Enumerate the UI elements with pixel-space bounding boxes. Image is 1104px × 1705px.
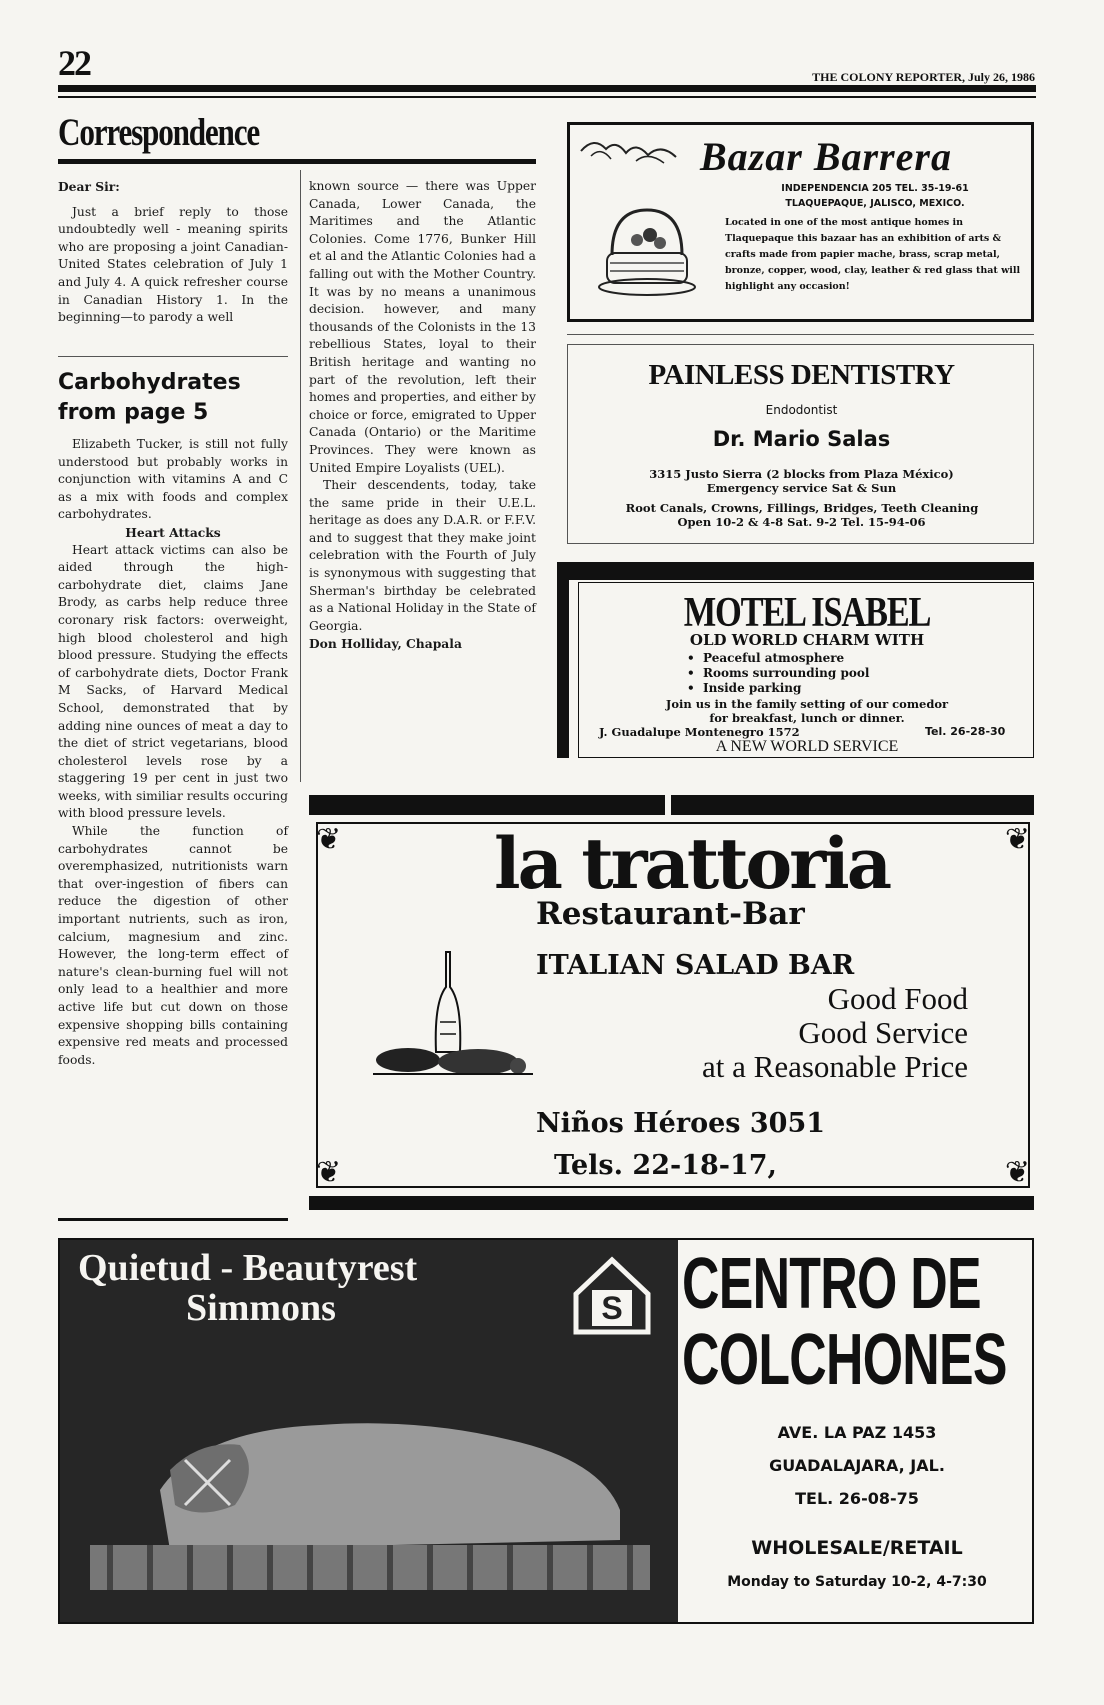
header-rule-thin [58,96,1036,98]
motel-feature: • Inside parking [687,681,802,695]
centro-tel: TEL. 26-08-75 [795,1489,919,1508]
bottle-food-illustration [368,942,538,1092]
trattoria-top-band [309,795,1034,815]
section-title: Correspondence [58,111,260,154]
ad-divider [567,334,1034,335]
carbs-subhead: Heart Attacks [125,524,221,540]
letter-signature: Don Holliday, Chapala [309,636,462,652]
motel-top-shade [557,562,1034,580]
carbs-article [58,436,288,1069]
letter-salutation: Dear Sir: [58,179,120,194]
trattoria-line-3: at a Reasonable Price [702,1049,968,1084]
motel-side-shade [557,562,569,758]
dentistry-doctor: Dr. Mario Salas [712,427,891,451]
dentistry-address: 3315 Justo Sierra (2 blocks from Plaza México) [649,467,954,481]
trattoria-line-1: Good Food [827,981,968,1016]
carbs-paragraph-2: Heart attack victims can also be aided through the high-carbohydrate diet, claims Jane Brody, as carbs help reduce three coronary risk factors: overweight, high blood cholesterol and high blood pressure. Studying the effects of carbohydrate diets, Doctor Frank M Sacks, of Harvard Medical School, demonstrated that by adding nine ounces of meat a day to the diet of strict vegetarians, blood cholesterol levels rose by a staggering 19 per cent in just two weeks, with similiar results occuring with blood pressure levels. [58,542,288,821]
trattoria-address: Niños Héroes 3051 [536,1108,826,1139]
corner-flourish-icon: ❦ [316,1155,342,1190]
bazar-address: INDEPENDENCIA 205 TEL. 35-19-61 [781,183,969,194]
column-divider [58,356,288,357]
motel-invite-2: for breakfast, lunch or dinner. [709,711,905,725]
publication-line: THE COLONY REPORTER, July 26, 1986 [812,70,1035,84]
motel-feature: • Peaceful atmosphere [687,651,845,665]
motel-name: MOTEL ISABEL [683,590,931,636]
simmons-logo-icon [572,1256,652,1336]
trattoria-line-2: Good Service [798,1015,968,1050]
letter-paragraph: Just a brief reply to those undoubtedly well - meaning spirits who are proposing a joint Canadian-United States celebration of July 1 and July 4. A quick refresher course in Canadian History 1. In the beginning—to parody a well [58,204,288,325]
ad-centro-de-colchones [58,1238,1034,1624]
corner-flourish-icon: ❦ [316,822,342,857]
corner-flourish-icon: ❦ [1004,822,1030,857]
letter-col-1 [58,178,288,327]
dentistry-title: PAINLESS DENTISTRY [648,359,955,391]
ad-painless-dentistry [567,344,1034,544]
trattoria-name: la trattoria [494,822,890,905]
ad-bazar-barrera [567,122,1034,322]
column-rule [300,170,301,782]
motel-tagline: OLD WORLD CHARM WITH [689,631,925,649]
trattoria-type: Restaurant-Bar [536,896,805,932]
letter-paragraph-3: Their descendents, today, take the same pride in their U.E.L. heritage as does any D.A.R. or F.F.V. and to suggest that they make joint celebration with the Fourth of July is synonymous with suggesting that Sherman's birthday be celebrated as a National Holiday in the State of Georgia. [309,478,536,633]
carbs-paragraph-1: Elizabeth Tucker, is still not fully understood but probably works in conjunction with vitamins A and C as a mix with foods and complex carbohydrates. [58,437,288,522]
motel-feature: • Rooms surrounding pool [687,666,870,680]
column-end-rule [58,1218,288,1221]
feature-text: Peaceful atmosphere [703,651,845,665]
motel-slogan: A NEW WORLD SERVICE [715,738,899,755]
brand-quietud-beautyrest: Quietud - Beautyrest [78,1247,418,1289]
dentistry-hours: Open 10-2 & 4-8 Sat. 9-2 Tel. 15-94-06 [677,515,926,529]
centro-type: WHOLESALE/RETAIL [751,1537,963,1559]
letter-col-2 [309,178,536,653]
motel-address: J. Guadalupe Montenegro 1572 [599,725,800,739]
doves-illustration [576,131,686,171]
trattoria-feature: ITALIAN SALAD BAR [536,950,855,981]
ad-la-trattoria [316,822,1030,1188]
bazar-name: Bazar Barrera [700,134,952,179]
dentistry-specialty: Endodontist [765,403,838,417]
page-number: 22 [58,43,90,83]
brand-simmons: Simmons [186,1287,336,1329]
band-gap [665,795,671,815]
ad-motel-isabel [578,582,1034,758]
centro-city: GUADALAJARA, JAL. [769,1456,945,1475]
centro-hours: Monday to Saturday 10-2, 4-7:30 [727,1574,987,1590]
header-rule [58,85,1036,92]
motel-invite-1: Join us in the family setting of our comedor [665,697,949,711]
bazar-city: TLAQUEPAQUE, JALISCO, MEXICO. [785,198,965,209]
centro-address: AVE. LA PAZ 1453 [777,1423,937,1442]
carbs-paragraph-3: While the function of carbohydrates cannot be overemphasized, nutritionists warn that over-ingestion of fibers can reduce the digestion of other important nutrients, such as iron, calcium, magnesium and zinc. However, the long-term effect of nature's clean-burning fuel will not only lead to a healthier and more active life but cut down on those expensive shopping bills containing expensive red meats and processed foods. [58,824,288,1067]
motel-tel: Tel. 26-28-30 [925,725,1006,738]
dentistry-emergency: Emergency service Sat & Sun [706,481,897,495]
corner-flourish-icon: ❦ [1004,1155,1030,1190]
logo-letter: S [601,1290,623,1326]
bazar-description: Located in one of the most antique homes in Tlaquepaque this bazaar has an exhibition of arts & crafts made from papier mache, brass, scrap metal, bronze, copper, wood, clay, leather & red glass that will highlight any occasion! [725,217,1021,292]
trattoria-tels: Tels. 22-18-17, [554,1150,777,1181]
centro-name-2: COLCHONES [682,1320,1007,1400]
basket-illustration [592,205,702,297]
trattoria-bottom-band [309,1196,1034,1210]
carbs-headline: Carbohydrates from page 5 [58,370,241,425]
centro-name-1: CENTRO DE [682,1244,981,1324]
feature-text: Inside parking [703,681,802,695]
motel-features [687,651,987,696]
section-rule [58,159,536,164]
dentistry-services: Root Canals, Crowns, Fillings, Bridges, Teeth Cleaning [625,501,979,515]
feature-text: Rooms surrounding pool [703,666,870,680]
letter-paragraph-2: known source — there was Upper Canada, Lower Canada, the Maritimes and the Atlantic Colonies. Come 1776, Bunker Hill et al and the Atlantic Colonies had a falling out with the Mother Country. It was by no means a unanimous decision. however, and many thousands of the Colonists in the 13 rebellious States, loyal to their British heritage and wanting no part of the revolution, left their homes and properties, and either by choice or force, emigrated to Upper Canada (Ontario) or the Maritime Provinces. They were known as United Empire Loyalists (UEL). [309,179,536,475]
